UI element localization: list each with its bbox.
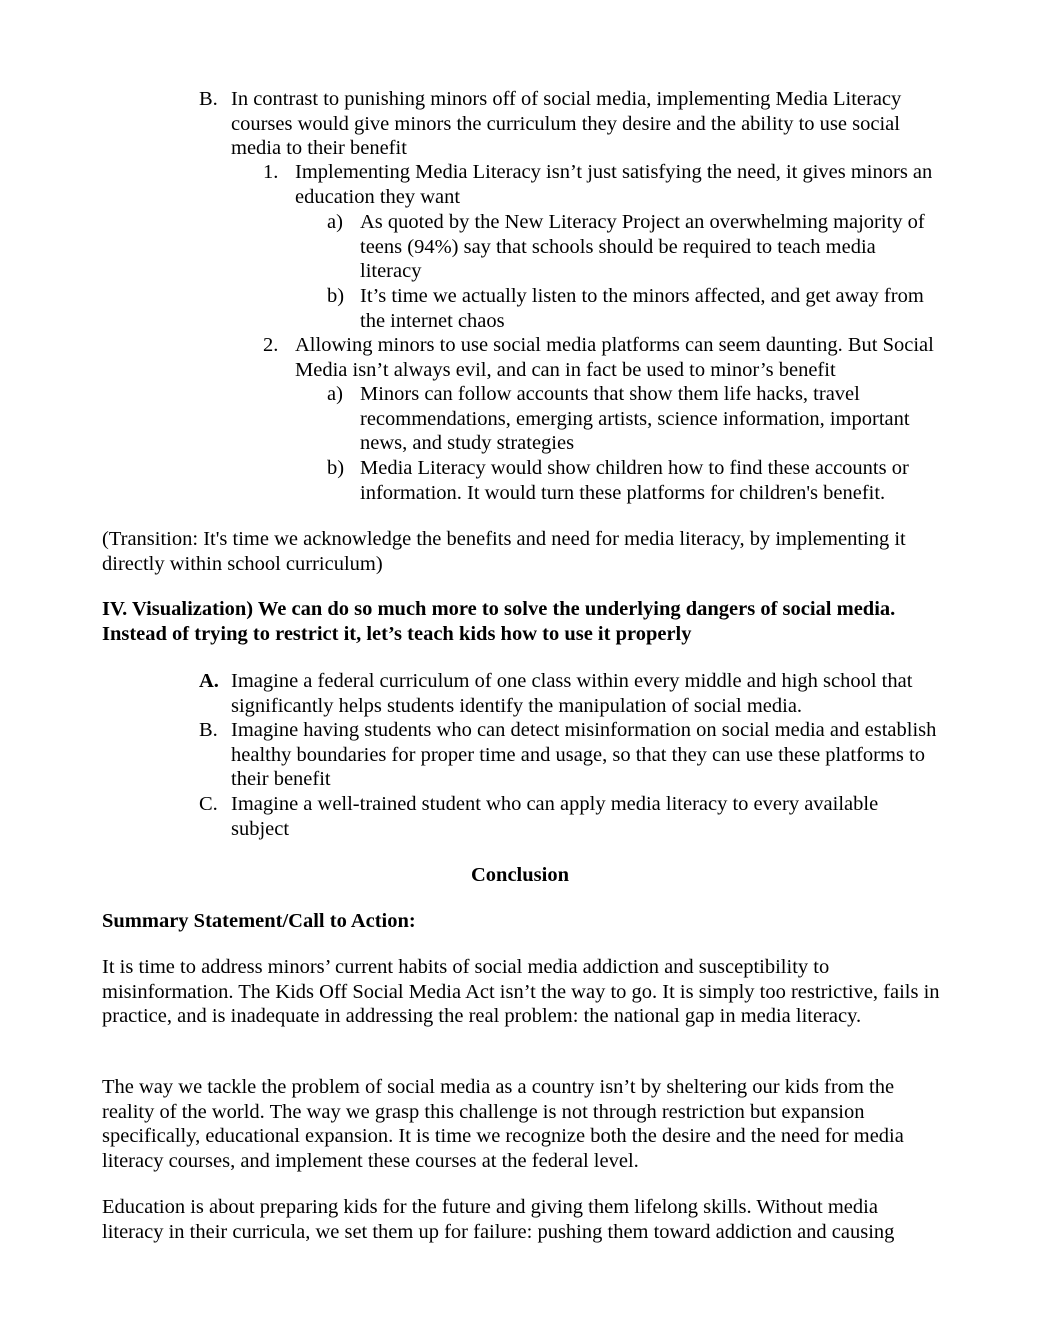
outline-text: Imagine a federal curriculum of one class within every middle and high school that significantly helps students identify the manipulation of social media. [231,670,913,717]
outline-text: Allowing minors to use social media platforms can seem daunting. But Social Media isn’t always evil, and can in fact be used to minor’s benefit [295,334,934,381]
conclusion-paragraph-2: The way we tackle the problem of social media as a country isn’t by sheltering our kids from the reality of the world. The way we grasp this challenge is not through restriction but expansion specifically, educational expansion. It is time we recognize both the desire and the need for media literacy courses, and implement these courses at the federal level. [102,1076,904,1172]
outline-item-1 [263,160,939,209]
outline-label: C. [199,793,218,815]
outline-item-2b [327,456,939,505]
outline-item-1b [327,284,939,333]
outline-label: A. [199,670,219,692]
outline-text: Media Literacy would show children how to find these accounts or information. It would turn these platforms for children's benefit. [360,457,909,504]
outline-label: 1. [263,161,279,183]
visualization-heading: IV. Visualization) We can do so much more to solve the underlying dangers of social media. Instead of trying to restrict it, let’s teach kids how to use it properly [102,598,896,645]
outline-label: a) [327,211,343,233]
visualization-item-b [199,718,939,792]
outline-text: As quoted by the New Literacy Project an overwhelming majority of teens (94%) say that schools should be required to teach media literacy [360,211,925,282]
outline-text: Implementing Media Literacy isn’t just satisfying the need, it gives minors an education they want [295,161,933,208]
outline-item-2a [327,382,939,456]
outline-text: It’s time we actually listen to the minors affected, and get away from the internet chaos [360,285,924,332]
visualization-item-c [199,792,919,841]
outline-label: 2. [263,334,279,356]
outline-label: b) [327,285,345,307]
outline-text: Imagine having students who can detect misinformation on social media and establish healthy boundaries for proper time and usage, so that they can use these platforms to their benefit [231,719,937,790]
outline-text: Minors can follow accounts that show them life hacks, travel recommendations, emerging artists, science information, important news, and study strategies [360,383,910,454]
transition-paragraph: (Transition: It's time we acknowledge the benefits and need for media literacy, by implementing it directly within school curriculum) [102,528,906,575]
outline-label: a) [327,383,343,405]
conclusion-heading: Conclusion [471,864,569,886]
conclusion-paragraph-3: Education is about preparing kids for the future and giving them lifelong skills. Without media literacy in their curricula, we set them up for failure: pushing them toward addiction and causing [102,1196,895,1243]
conclusion-paragraph-1: It is time to address minors’ current habits of social media addiction and susceptibility to misinformation. The Kids Off Social Media Act isn’t the way to go. It is simply too restrictive, fails in practice, and is inadequate in addressing the real problem: the national gap in media literacy. [102,956,940,1027]
outline-item-1a [327,210,939,284]
visualization-item-a [199,669,939,718]
outline-text: In contrast to punishing minors off of social media, implementing Media Literacy courses would give minors the curriculum they desire and the ability to use social media to their benefit [231,88,902,159]
outline-label: b) [327,457,345,479]
summary-label: Summary Statement/Call to Action: [102,910,416,932]
outline-label: B. [199,719,218,741]
outline-item-2 [263,333,939,382]
outline-label: B. [199,88,218,110]
outline-text: Imagine a well-trained student who can apply media literacy to every available subject [231,793,879,840]
outline-item-b [199,87,939,161]
